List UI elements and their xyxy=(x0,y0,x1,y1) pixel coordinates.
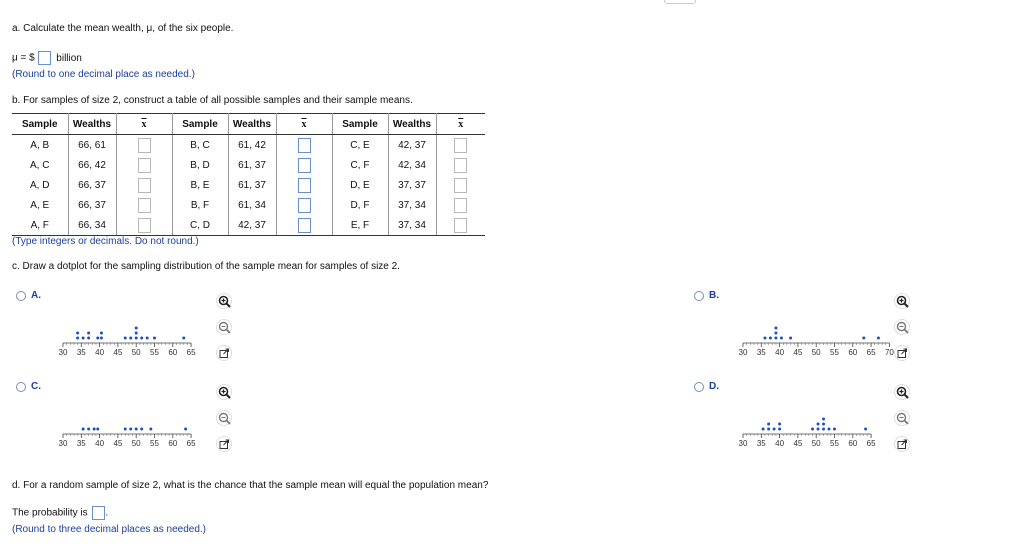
tick-label: 40 xyxy=(775,439,785,448)
unit-label: billion xyxy=(56,52,82,64)
data-dot xyxy=(778,423,781,426)
samples-table xyxy=(12,113,485,236)
tick-label: 50 xyxy=(131,348,141,357)
xbar-cell xyxy=(436,175,485,195)
sample-mean-input[interactable] xyxy=(138,178,151,193)
tick-label: 30 xyxy=(738,348,748,357)
part-d-question: d. For a random sample of size 2, what is the chance that the sample mean will equal the population mean? xyxy=(12,480,489,491)
sample-cell: A, C xyxy=(12,155,68,175)
sample-mean-input[interactable] xyxy=(454,158,467,173)
data-dot xyxy=(817,423,820,426)
table-row xyxy=(12,135,485,156)
data-dot xyxy=(149,428,152,431)
tick-label: 60 xyxy=(168,439,178,448)
wealths-cell: 42, 34 xyxy=(388,155,436,175)
wealths-cell: 61, 34 xyxy=(228,195,276,215)
option-a-dotplot xyxy=(55,313,215,361)
probability-prefix: The probability is xyxy=(12,507,88,519)
tick-label: 30 xyxy=(738,439,748,448)
zoom-out-icon[interactable] xyxy=(894,319,912,337)
option-b-dotplot xyxy=(735,313,895,361)
part-d-answer-line xyxy=(12,506,108,520)
header-wealths: Wealths xyxy=(228,114,276,135)
sample-mean-input[interactable] xyxy=(298,158,311,173)
tick-label: 65 xyxy=(186,439,196,448)
zoom-out-icon[interactable] xyxy=(216,319,234,337)
part-a-question: a. Calculate the mean wealth, μ, of the six people. xyxy=(12,23,234,34)
data-dot xyxy=(135,327,138,330)
sample-mean-input[interactable] xyxy=(138,198,151,213)
wealths-cell: 37, 34 xyxy=(388,215,436,236)
header-sample: Sample xyxy=(332,114,388,135)
data-dot xyxy=(87,332,90,335)
xbar-cell xyxy=(116,175,172,195)
table-row xyxy=(12,175,485,195)
data-dot xyxy=(82,337,85,340)
xbar-cell xyxy=(276,155,332,175)
data-dot xyxy=(822,418,825,421)
wealths-cell: 37, 37 xyxy=(388,175,436,195)
sample-mean-input[interactable] xyxy=(138,218,151,233)
data-dot xyxy=(96,428,99,431)
data-dot xyxy=(76,337,79,340)
tick-label: 35 xyxy=(756,439,766,448)
wealths-cell: 61, 37 xyxy=(228,155,276,175)
sample-mean-input[interactable] xyxy=(454,138,467,153)
option-d-label: D. xyxy=(709,381,719,392)
xbar-cell xyxy=(276,195,332,215)
data-dot xyxy=(124,337,127,340)
part-b-hint: (Type integers or decimals. Do not round.) xyxy=(12,236,199,247)
option-d-radio[interactable] xyxy=(694,382,704,392)
xbar-symbol: $\overline{x}$ xyxy=(141,118,147,130)
probability-input[interactable] xyxy=(92,506,105,520)
data-dot xyxy=(778,428,781,431)
data-dot xyxy=(762,428,765,431)
data-dot xyxy=(789,337,792,340)
xbar-cell xyxy=(276,135,332,156)
part-c-question: c. Draw a dotplot for the sampling distribution of the sample mean for samples of size 2. xyxy=(12,261,400,272)
data-dot xyxy=(864,428,867,431)
top-frame-edge xyxy=(664,0,696,4)
sample-mean-input[interactable] xyxy=(298,178,311,193)
probability-suffix: . xyxy=(105,507,109,519)
sample-cell: A, E xyxy=(12,195,68,215)
data-dot xyxy=(100,332,103,335)
sample-mean-input[interactable] xyxy=(298,198,311,213)
data-dot xyxy=(767,428,770,431)
sample-cell: A, D xyxy=(12,175,68,195)
popout-icon[interactable] xyxy=(216,436,234,454)
data-dot xyxy=(774,332,777,335)
wealths-cell: 66, 42 xyxy=(68,155,116,175)
wealths-cell: 37, 34 xyxy=(388,195,436,215)
tick-label: 40 xyxy=(775,348,785,357)
data-dot xyxy=(862,337,865,340)
data-dot xyxy=(93,428,96,431)
wealths-cell: 66, 34 xyxy=(68,215,116,236)
wealths-cell: 66, 37 xyxy=(68,175,116,195)
wealths-cell: 61, 42 xyxy=(228,135,276,156)
data-dot xyxy=(135,337,138,340)
part-b-question: b. For samples of size 2, construct a table of all possible samples and their sample means. xyxy=(12,95,413,106)
tick-label: 50 xyxy=(811,439,821,448)
mu-prefix: μ = $ xyxy=(12,52,35,64)
data-dot xyxy=(129,428,132,431)
data-dot xyxy=(87,337,90,340)
table-row xyxy=(12,155,485,175)
data-dot xyxy=(124,428,127,431)
part-a-hint: (Round to one decimal place as needed.) xyxy=(12,69,195,80)
tick-label: 35 xyxy=(76,439,86,448)
tick-label: 60 xyxy=(168,348,178,357)
data-dot xyxy=(182,337,185,340)
tick-label: 45 xyxy=(113,348,123,357)
data-dot xyxy=(767,423,770,426)
option-a-radio[interactable] xyxy=(16,291,26,301)
option-b-label: B. xyxy=(709,290,719,301)
data-dot xyxy=(817,428,820,431)
option-a-label: A. xyxy=(31,290,41,301)
data-dot xyxy=(100,337,103,340)
table-row xyxy=(12,195,485,215)
tick-label: 55 xyxy=(150,348,159,357)
zoom-out-icon[interactable] xyxy=(894,410,912,428)
data-dot xyxy=(877,337,880,340)
zoom-in-icon[interactable] xyxy=(894,384,912,402)
data-dot xyxy=(76,332,79,335)
wealths-cell: 66, 61 xyxy=(68,135,116,156)
data-dot xyxy=(828,428,831,431)
tick-label: 55 xyxy=(830,439,839,448)
sample-cell: B, D xyxy=(172,155,228,175)
xbar-cell xyxy=(276,175,332,195)
tick-label: 65 xyxy=(866,348,876,357)
tick-label: 65 xyxy=(186,348,196,357)
sample-mean-input[interactable] xyxy=(138,158,151,173)
data-dot xyxy=(129,337,132,340)
popout-icon[interactable] xyxy=(894,345,912,363)
data-dot xyxy=(811,428,814,431)
tick-label: 40 xyxy=(95,439,105,448)
tick-label: 70 xyxy=(884,348,894,357)
data-dot xyxy=(135,428,138,431)
xbar-cell xyxy=(436,155,485,175)
tick-label: 40 xyxy=(95,348,105,357)
sample-mean-input[interactable] xyxy=(454,218,467,233)
wealths-cell: 66, 37 xyxy=(68,195,116,215)
sample-cell: C, D xyxy=(172,215,228,236)
tick-label: 35 xyxy=(76,348,86,357)
data-dot xyxy=(82,428,85,431)
sample-cell: D, F xyxy=(332,195,388,215)
sample-cell: D, E xyxy=(332,175,388,195)
tick-label: 65 xyxy=(866,439,876,448)
data-dot xyxy=(140,428,143,431)
tick-label: 60 xyxy=(848,439,858,448)
sample-cell: C, E xyxy=(332,135,388,156)
wealths-cell: 61, 37 xyxy=(228,175,276,195)
sample-cell: B, F xyxy=(172,195,228,215)
option-b-radio[interactable] xyxy=(694,291,704,301)
sample-mean-input[interactable] xyxy=(298,138,311,153)
sample-cell: B, C xyxy=(172,135,228,156)
tick-label: 50 xyxy=(131,439,141,448)
data-dot xyxy=(773,428,776,431)
data-dot xyxy=(763,337,766,340)
sample-cell: E, F xyxy=(332,215,388,236)
tick-label: 50 xyxy=(811,348,821,357)
xbar-cell xyxy=(116,215,172,236)
tick-label: 45 xyxy=(793,348,803,357)
tick-label: 55 xyxy=(830,348,839,357)
option-c-radio[interactable] xyxy=(16,382,26,392)
option-c-dotplot xyxy=(55,404,215,452)
tick-label: 55 xyxy=(150,439,159,448)
data-dot xyxy=(146,337,149,340)
tick-label: 45 xyxy=(793,439,803,448)
header-xbar xyxy=(276,114,332,135)
table-row xyxy=(12,215,485,236)
data-dot xyxy=(822,428,825,431)
header-xbar xyxy=(436,114,485,135)
header-sample: Sample xyxy=(12,114,68,135)
zoom-in-icon[interactable] xyxy=(216,384,234,402)
wealths-cell: 42, 37 xyxy=(228,215,276,236)
data-dot xyxy=(774,327,777,330)
data-dot xyxy=(135,332,138,335)
option-c-label: C. xyxy=(31,381,41,392)
tick-label: 60 xyxy=(848,348,858,357)
xbar-cell xyxy=(276,215,332,236)
data-dot xyxy=(780,337,783,340)
sample-mean-input[interactable] xyxy=(454,198,467,213)
wealths-cell: 42, 37 xyxy=(388,135,436,156)
sample-cell: B, E xyxy=(172,175,228,195)
xbar-symbol: $\overline{x}$ xyxy=(301,118,307,130)
tick-label: 30 xyxy=(58,439,68,448)
data-dot xyxy=(184,428,187,431)
part-d-hint: (Round to three decimal places as needed.) xyxy=(12,524,207,535)
data-dot xyxy=(769,337,772,340)
mean-wealth-input[interactable] xyxy=(38,51,51,65)
sample-mean-input[interactable] xyxy=(138,138,151,153)
table-header-row xyxy=(12,114,485,135)
xbar-cell xyxy=(436,215,485,236)
sample-mean-input[interactable] xyxy=(454,178,467,193)
xbar-cell xyxy=(436,135,485,156)
header-xbar xyxy=(116,114,172,135)
xbar-symbol: $\overline{x}$ xyxy=(458,118,464,130)
xbar-cell xyxy=(116,195,172,215)
xbar-cell xyxy=(116,135,172,156)
sample-cell: C, F xyxy=(332,155,388,175)
zoom-in-icon[interactable] xyxy=(216,293,234,311)
option-d-dotplot xyxy=(735,404,895,452)
header-wealths: Wealths xyxy=(68,114,116,135)
tick-label: 30 xyxy=(58,348,68,357)
part-a-answer-line xyxy=(12,51,82,65)
data-dot xyxy=(140,337,143,340)
data-dot xyxy=(153,337,156,340)
data-dot xyxy=(774,337,777,340)
data-dot xyxy=(822,423,825,426)
zoom-in-icon[interactable] xyxy=(894,293,912,311)
zoom-out-icon[interactable] xyxy=(216,410,234,428)
tick-label: 35 xyxy=(756,348,766,357)
data-dot xyxy=(96,337,99,340)
data-dot xyxy=(87,428,90,431)
data-dot xyxy=(833,428,836,431)
sample-cell: A, B xyxy=(12,135,68,156)
xbar-cell xyxy=(116,155,172,175)
sample-mean-input[interactable] xyxy=(298,218,311,233)
popout-icon[interactable] xyxy=(216,345,234,363)
tick-label: 45 xyxy=(113,439,123,448)
popout-icon[interactable] xyxy=(894,436,912,454)
header-sample: Sample xyxy=(172,114,228,135)
xbar-cell xyxy=(436,195,485,215)
header-wealths: Wealths xyxy=(388,114,436,135)
sample-cell: A, F xyxy=(12,215,68,236)
